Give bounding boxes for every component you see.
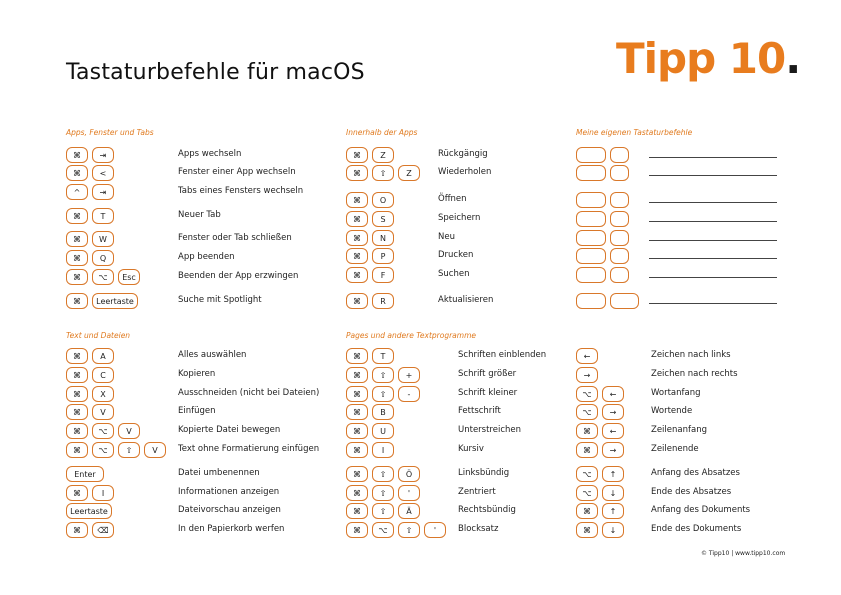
shortcut-row — [576, 386, 841, 402]
shortcut-row — [66, 466, 336, 482]
shortcut-description: Zeichen nach rechts — [651, 369, 738, 379]
empty-keycap — [610, 248, 629, 264]
keycap: ⇧ — [372, 503, 394, 519]
shortcut-row — [66, 367, 336, 383]
keycap: Esc — [118, 269, 140, 285]
keycap: ⌘ — [66, 485, 88, 501]
custom-shortcut-row — [576, 211, 778, 227]
shortcut-description: Zeilenanfang — [651, 425, 707, 435]
shortcut-row — [66, 293, 336, 309]
keycap: ⌘ — [346, 404, 368, 420]
keycap: ⌥ — [92, 423, 114, 439]
shortcut-description: Schriften einblenden — [458, 350, 547, 360]
keycap: ⇧ — [372, 367, 394, 383]
shortcut-description: Datei umbenennen — [178, 468, 260, 478]
keycap: ⌥ — [92, 269, 114, 285]
keycap: ⌘ — [346, 230, 368, 246]
keycap: ' — [398, 485, 420, 501]
shortcut-description: Anfang des Absatzes — [651, 468, 740, 478]
empty-keycap — [610, 267, 629, 283]
shortcut-description: Wortanfang — [651, 388, 701, 398]
keycap: Ä — [398, 503, 420, 519]
tipp10-logo — [616, 34, 801, 83]
custom-shortcut-row — [576, 293, 778, 309]
keycap: Z — [372, 147, 394, 163]
shortcut-row — [66, 386, 336, 402]
keycap: ⌘ — [346, 367, 368, 383]
keycap: ← — [576, 348, 598, 364]
keycap: ⌘ — [346, 348, 368, 364]
keycap: → — [602, 442, 624, 458]
footer: © Tipp10 | www.tipp10.com — [701, 550, 786, 557]
page-title: Tastaturbefehle für macOS — [66, 60, 365, 85]
empty-keycap — [610, 192, 629, 208]
keycap: ↓ — [602, 522, 624, 538]
shortcut-row — [576, 423, 841, 439]
keycap: O — [372, 192, 394, 208]
keycap: ⌘ — [346, 423, 368, 439]
keycap: ⌥ — [576, 485, 598, 501]
keycap: ⌘ — [66, 147, 88, 163]
shortcut-row — [576, 348, 841, 364]
shortcut-row — [66, 348, 336, 364]
shortcut-description: Aktualisieren — [438, 295, 494, 305]
shortcut-description: Suchen — [438, 269, 470, 279]
shortcut-description: Dateivorschau anzeigen — [178, 505, 281, 515]
keycap: ⇥ — [92, 184, 114, 200]
shortcut-description: Apps wechseln — [178, 149, 242, 159]
keycap: - — [398, 386, 420, 402]
empty-keycap — [610, 230, 629, 246]
keycap: ⌥ — [576, 386, 598, 402]
keycap: ⌘ — [346, 267, 368, 283]
keycap: S — [372, 211, 394, 227]
shortcut-description: Rückgängig — [438, 149, 488, 159]
keycap: ⌘ — [346, 192, 368, 208]
shortcut-description: Ende des Dokuments — [651, 524, 742, 534]
keycap: V — [118, 423, 140, 439]
shortcut-description: Informationen anzeigen — [178, 487, 280, 497]
custom-shortcut-row — [576, 147, 778, 163]
keycap: ⌥ — [576, 404, 598, 420]
keycap: ⌘ — [66, 522, 88, 538]
shortcut-description: Kursiv — [458, 444, 484, 454]
shortcut-description: Tabs eines Fensters wechseln — [178, 186, 304, 196]
custom-shortcut-row — [576, 230, 778, 246]
shortcut-row — [576, 404, 841, 420]
shortcut-description: App beenden — [178, 252, 235, 262]
empty-keycap — [576, 293, 606, 309]
shortcut-row — [66, 250, 336, 266]
section-title: Pages und andere Textprogramme — [346, 331, 476, 340]
shortcut-row — [576, 442, 841, 458]
shortcut-row — [66, 165, 336, 181]
custom-shortcut-row — [576, 165, 778, 181]
keycap: R — [372, 293, 394, 309]
shortcut-description: Suche mit Spotlight — [178, 295, 262, 305]
keycap: ⌘ — [346, 522, 368, 538]
keycap: ⌘ — [346, 147, 368, 163]
keycap: ⌘ — [66, 348, 88, 364]
empty-keycap — [610, 147, 629, 163]
keycap: Ö — [398, 466, 420, 482]
keycap: ⇧ — [372, 165, 394, 181]
keycap: ⌘ — [66, 423, 88, 439]
shortcut-row — [66, 485, 336, 501]
shortcut-description: Beenden der App erzwingen — [178, 271, 299, 281]
keycap: ⌘ — [66, 250, 88, 266]
shortcut-description: Unterstreichen — [458, 425, 522, 435]
keycap: ⇧ — [398, 522, 420, 538]
shortcut-description: Ende des Absatzes — [651, 487, 732, 497]
shortcut-description: Anfang des Dokuments — [651, 505, 751, 515]
shortcut-description: Fenster einer App wechseln — [178, 167, 296, 177]
keycap: < — [92, 165, 114, 181]
keycap: B — [372, 404, 394, 420]
logo-text: Tipp 10 — [616, 34, 786, 83]
shortcut-row — [66, 404, 336, 420]
shortcut-description: Wiederholen — [438, 167, 492, 177]
shortcut-row — [66, 184, 336, 200]
keycap: ⌘ — [66, 231, 88, 247]
keycap: ↑ — [602, 466, 624, 482]
custom-shortcut-row — [576, 267, 778, 283]
shortcut-row — [66, 208, 336, 224]
section-title: Meine eigenen Tastaturbefehle — [576, 128, 693, 137]
keycap: + — [398, 367, 420, 383]
write-in-line — [649, 277, 777, 278]
shortcut-description: Kopieren — [178, 369, 216, 379]
keycap: Q — [92, 250, 114, 266]
keycap: ⌘ — [576, 442, 598, 458]
keycap: ← — [602, 423, 624, 439]
shortcut-row — [66, 231, 336, 247]
keycap: ⌘ — [66, 367, 88, 383]
empty-keycap — [576, 165, 606, 181]
shortcut-description: Rechtsbündig — [458, 505, 516, 515]
empty-keycap — [576, 192, 606, 208]
keycap: Enter — [66, 466, 104, 482]
keycap: X — [92, 386, 114, 402]
empty-keycap — [576, 147, 606, 163]
write-in-line — [649, 221, 777, 222]
empty-keycap — [610, 293, 639, 309]
keycap: ↓ — [602, 485, 624, 501]
write-in-line — [649, 258, 777, 259]
write-in-line — [649, 157, 777, 158]
custom-shortcut-row — [576, 248, 778, 264]
keycap: W — [92, 231, 114, 247]
keycap: ⇥ — [92, 147, 114, 163]
empty-keycap — [576, 267, 606, 283]
shortcut-description: Text ohne Formatierung einfügen — [178, 444, 320, 454]
keycap: ⇧ — [118, 442, 140, 458]
shortcut-description: Linksbündig — [458, 468, 510, 478]
section-title: Innerhalb der Apps — [346, 128, 418, 137]
shortcut-description: In den Papierkorb werfen — [178, 524, 285, 534]
shortcut-row — [576, 485, 841, 501]
keycap: Z — [398, 165, 420, 181]
keycap: ⌘ — [346, 386, 368, 402]
shortcut-row — [576, 522, 841, 538]
keycap: ⌘ — [346, 211, 368, 227]
keycap: V — [144, 442, 166, 458]
keycap: → — [602, 404, 624, 420]
keycap: A — [92, 348, 114, 364]
keycap: ⌘ — [576, 423, 598, 439]
keycap: ⌘ — [346, 485, 368, 501]
keycap: ⌫ — [92, 522, 114, 538]
shortcut-description: Fettschrift — [458, 406, 501, 416]
keycap: ⌘ — [346, 248, 368, 264]
empty-keycap — [610, 165, 629, 181]
keycap: ⌘ — [66, 165, 88, 181]
shortcut-description: Zeilenende — [651, 444, 699, 454]
keycap: ⇧ — [372, 485, 394, 501]
logo-dot: . — [785, 34, 801, 83]
empty-keycap — [576, 230, 606, 246]
shortcut-description: Blocksatz — [458, 524, 499, 534]
shortcut-row — [66, 269, 336, 285]
keycap: F — [372, 267, 394, 283]
shortcut-description: Zentriert — [458, 487, 496, 497]
keycap: T — [372, 348, 394, 364]
keycap: ^ — [66, 184, 88, 200]
keycap: ⌘ — [346, 442, 368, 458]
write-in-line — [649, 303, 777, 304]
keycap: C — [92, 367, 114, 383]
shortcut-row — [576, 503, 841, 519]
shortcut-row — [66, 423, 336, 439]
shortcut-description: Ausschneiden (nicht bei Dateien) — [178, 388, 320, 398]
keycap: U — [372, 423, 394, 439]
shortcut-description: Neuer Tab — [178, 210, 221, 220]
section-title: Text und Dateien — [66, 331, 131, 340]
shortcut-row — [66, 503, 336, 519]
keycap: I — [92, 485, 114, 501]
shortcut-description: Einfügen — [178, 406, 216, 416]
keycap: T — [92, 208, 114, 224]
keycap: ⌥ — [372, 522, 394, 538]
keycap: ⌘ — [66, 269, 88, 285]
shortcut-description: Alles auswählen — [178, 350, 247, 360]
shortcut-description: Fenster oder Tab schließen — [178, 233, 292, 243]
keycap: I — [372, 442, 394, 458]
shortcut-description: Zeichen nach links — [651, 350, 731, 360]
keycap: P — [372, 248, 394, 264]
empty-keycap — [576, 211, 606, 227]
keycap: ⌘ — [346, 503, 368, 519]
section-title: Apps, Fenster und Tabs — [66, 128, 154, 137]
shortcut-row — [576, 367, 841, 383]
write-in-line — [649, 202, 777, 203]
shortcut-row — [66, 442, 336, 458]
shortcut-row — [576, 466, 841, 482]
keycap: ⌘ — [346, 466, 368, 482]
keycap: ' — [424, 522, 446, 538]
empty-keycap — [576, 248, 606, 264]
shortcut-row — [66, 147, 336, 163]
keycap: ⇧ — [372, 466, 394, 482]
shortcut-row — [66, 522, 336, 538]
shortcut-description: Drucken — [438, 250, 474, 260]
keycap: ⌘ — [346, 293, 368, 309]
shortcut-description: Öffnen — [438, 194, 467, 204]
keycap: ⌘ — [66, 293, 88, 309]
keycap: ↑ — [602, 503, 624, 519]
keycap: ⌘ — [346, 165, 368, 181]
keycap: ⌘ — [66, 386, 88, 402]
keycap: ⇧ — [372, 386, 394, 402]
keycap: ⌥ — [576, 466, 598, 482]
keycap: ⌘ — [576, 503, 598, 519]
shortcut-description: Speichern — [438, 213, 481, 223]
custom-shortcut-row — [576, 192, 778, 208]
shortcut-description: Schrift kleiner — [458, 388, 518, 398]
shortcut-description: Schrift größer — [458, 369, 517, 379]
keycap: V — [92, 404, 114, 420]
keycap: ⌘ — [66, 404, 88, 420]
shortcut-description: Kopierte Datei bewegen — [178, 425, 281, 435]
keycap: → — [576, 367, 598, 383]
keycap: ← — [602, 386, 624, 402]
write-in-line — [649, 240, 777, 241]
empty-keycap — [610, 211, 629, 227]
keycap: ⌥ — [92, 442, 114, 458]
keycap: N — [372, 230, 394, 246]
shortcut-description: Neu — [438, 232, 455, 242]
keycap: Leertaste — [66, 503, 112, 519]
keycap: ⌘ — [66, 208, 88, 224]
keycap: Leertaste — [92, 293, 138, 309]
keycap: ⌘ — [576, 522, 598, 538]
shortcut-description: Wortende — [651, 406, 693, 416]
keycap: ⌘ — [66, 442, 88, 458]
write-in-line — [649, 175, 777, 176]
